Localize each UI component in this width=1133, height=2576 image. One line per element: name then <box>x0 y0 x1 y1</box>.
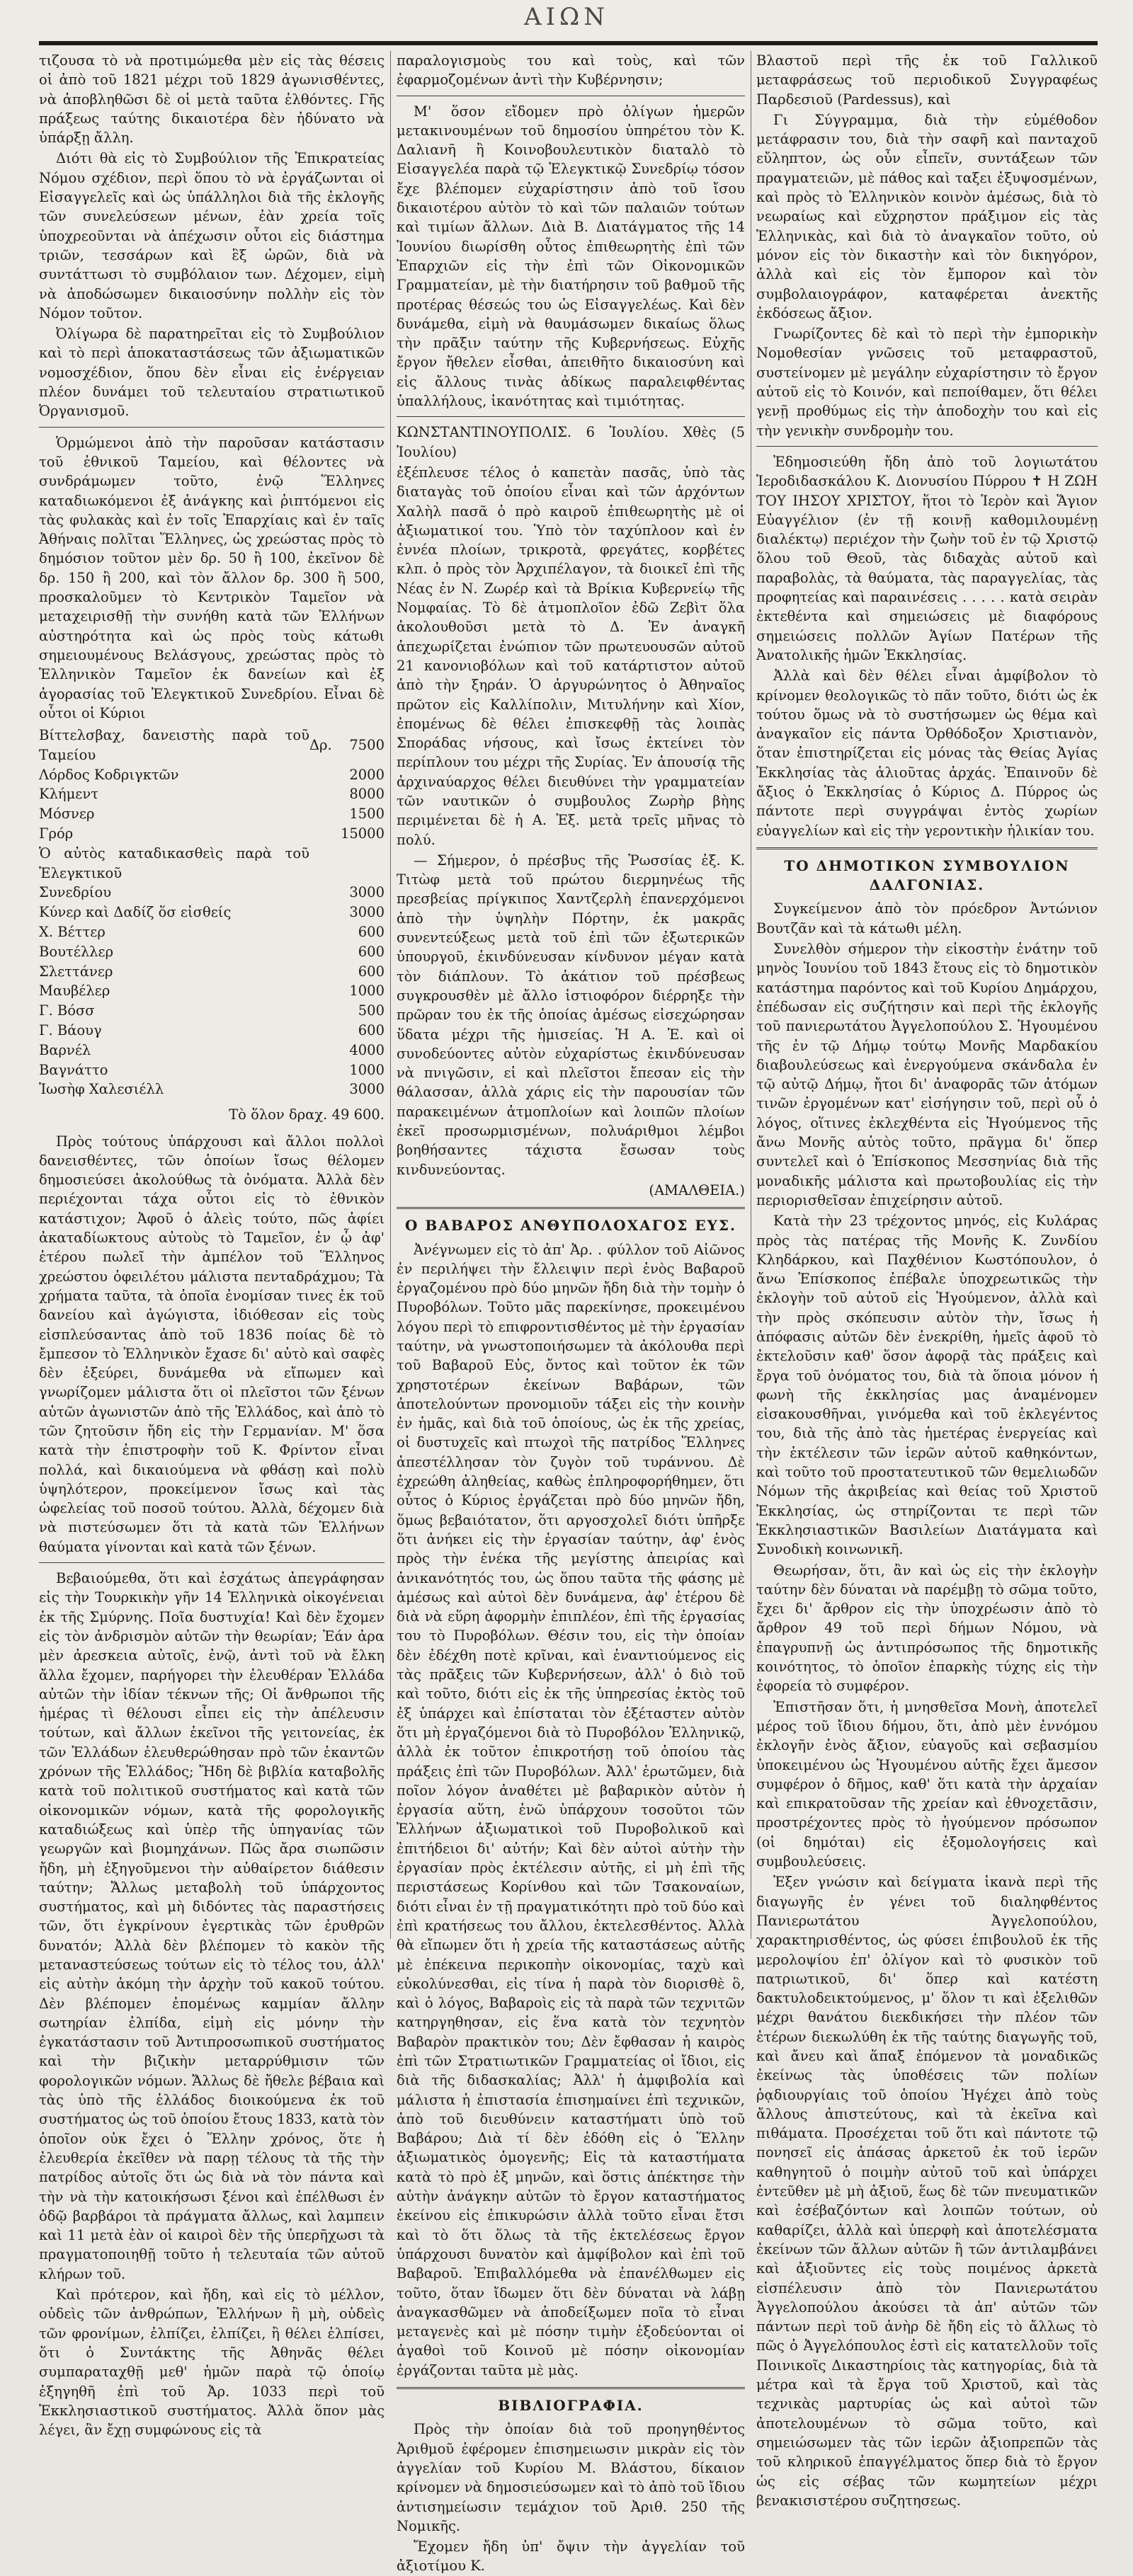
article-heading: ΤΟ ΔΗΜΟΤΙΚΟΝ ΣΥΜΒΟΥΛΙΟΝ ΔΑΛΓΟΝΙΑΣ. <box>784 857 1070 894</box>
currency-label <box>309 804 341 824</box>
debtors-table <box>39 726 385 1099</box>
article-paragraph: Ἐξεν γνώσιν καὶ δείγματα ἱκανὰ περὶ τῆς διαγωγῆς ἐν γένει τοῦ διαληφθέντος Πανιερωτάτου Ἀγγελοπούλου, χαρακτηρισθέντος, ὡς φύσει ἐπιβουλοῦ ἐκ τῆς μερολοψίου ἐπ' ὀλίγον καὶ τὸ φυσικὸν τοῦ πατριωτικοῦ, δι' ὅπερ καὶ κατέστη δακτυλοδεικτούμενος, μ' ὅλον τι καὶ ἐξελιθῶν μέχρι θανάτου διεκδικήσει τὴν πλέον τῶν ἑτέρων διεκωλύθη ἐκ τῆς ταύτης διαγωγῆς τοῦ, καὶ ἄνευ καὶ ἅπαξ ἐπόμενον τὰ μοναδικῶς ἐκείνως τὰς ὑποθέσεις τῶν πολίων ῥᾳδιουργίαις τοῦ ὁποίου Ἠγέχει ἀπὸ τοὺς ἄλλους ἀπιστεύτους, καὶ τὰ ἐκεῖνα καὶ πιθάματα. Προσέχεται τοῦ ὅτι καὶ πάντοτε τῷ πονησεῖ εἰς ἀπάσας ἀρκετοῦ ἐκ τοῦ ἱερῶν καθηγητοῦ ὁ ποιμὴν αὐτοῦ τοῦ καὶ ὑπάρχει ἐντεῦθεν μὲ μὴ ἀξιοῦ, ἕως δὲ τῶν πνευματικῶν καὶ ἐσέβαζόντων καὶ λοιπῶν τούτων, οὐ καθαρίζει, ἀλλὰ καὶ ὑπερφὴ καὶ ἀποτελέσματα ἐκείνων τῶν ἄλλων αὐτῶν ἢ τῶν ἀντιλαμβάνει καὶ ἀξιοῦντες εἰς τοὺς ποιμένος ἀρκετὰ εἰσπέλευσιν ἀπὸ τὸν Πανιερωτάτου Ἀγγελοπούλου ἀκούσει τὰ ἀπ' αὐτῶν τῶν πάντων περὶ τοῦ ἀνὴρ δὲ ἤδη εἰς τὸ ἄλλως τὸ πῶς ὁ Ἀγγελόπουλος ἐστὶ εἰς κατατελλοῦν τοῖς Ποινικοῖς Δικαστηρίοις τὰς κατηγορίας, διὰ τὰ μέτρα καὶ τὰ ἔργα τοῦ Χριστοῦ, καὶ τὰς τεχνικὰς μαρτυρίας ὡς καὶ αὐτοὶ τῶν ἀποτελουμένων τὸ σῶμα τοῦτο, καὶ σημειώσωμεν τὰς τῶν ἱερῶν ἀξιοπρεπῶν τὰς τοῦ κληρικοῦ ἐπαγγέλματος ὅπερ διὰ τὸ ἔργον ὡς εἰς σέβας τῶν κωμητείων μέχρι βενακισιστέρου συζητησεως. <box>756 1874 1098 2509</box>
debtors-total: Τὸ ὅλον δραχ. 49 600. <box>229 1106 385 1123</box>
article-paragraph: Γνωρίζοντες δὲ καὶ τὸ περὶ τὴν ἐμπορικὴν Νομοθεσίαν γνῶσεις τοῦ μεταφραστοῦ, συστείνομεν μὲ μεγάλην εὐχαρίστησιν τὸ ἔργον αὐτοῦ εἰς τὸ Κοινόν, καὶ πεποίθαμεν, ὅτι θέλει γενῇ προθύμως εἰς τὴν ἀποδοχὴν του καὶ εἰς τὴν γενικὴν συνδρομὴν του. <box>756 326 1098 439</box>
debtor-amount: 600 <box>358 924 385 941</box>
debtor-name: Κύνερ καὶ Δαδίζ ὅσ εἰσθείς <box>39 904 232 921</box>
currency-label <box>309 883 341 903</box>
article-paragraph: Μ' ὅσον εἴδομεν πρὸ ὀλίγων ἡμερῶν μετακινουμένων τοῦ δημοσίου ὑπηρέτου τὸν Κ. Δαλιανῆ ἢ Κοινοβουλευτικὸν διαταλὸ τὸ Εἰσαγγελέα παρὰ τῷ Ἐλεγκτικῷ Συνεδρίῳ τόσον ἔχε βλέπομεν εὐχαρίστησιν ἀπὸ τοῦ ἴσου δικαιοτέρου αὐτὸν τὸ καὶ τῶν παλαιῶν τούτων καὶ τιμίων ἄλλων. Διὰ Β. Διατάγματος τῆς 14 Ἰουνίου διωρίσθη οὗτος ἐπιθεωρητὴς ἐπὶ τῶν Ἐπαρχιῶν εἰς τὴν ἐπὶ τῶν Οἰκονομικῶν Γραμματείαν, μὲ τὴν διατήρησιν τοῦ βαθμοῦ τῆς προτέρας θέσεώς του ὡς Εἰσαγγελέως. Καὶ δὲν δυνάμεθα, εἰμὴ νὰ θαυμάσωμεν δικαίως ὅλως τὴν πρᾶξιν ταύτην τῆς Κυβερνήσεως. Εὐχῆς ἔργον ἤθελεν εἶσθαι, ἀπειθῆτο δικαιοσύνη καὶ εἰς ἄλλους τινὰς ἀδίκως παραλειφθέντας ὑπαλλήλους, ἱκανότητας καὶ τιμιότητας. <box>397 103 745 410</box>
page-title: ΑΙΩΝ <box>524 3 609 31</box>
debtor-amount: 4000 <box>349 1041 385 1058</box>
article-paragraph: Καὶ πρότερον, καὶ ἤδη, καὶ εἰς τὸ μέλλον, οὐδεὶς τῶν ἀνθρώπων, Ἑλλήνων ἢ μὴ, οὐδεὶς τῶν φρονίμων, ἐλπίζει, ἐλπίζει, ἢ θέλει ἐλπίσει, ὅτι ὁ Συντάκτης τῆς Ἀθηνᾶς θέλει συμπαραταχθῇ μεθ' ἡμῶν παρὰ τῷ ὁποίῳ ἐξηγηθῆ ἐπὶ τοῦ Ἀρ. 1033 περὶ τοῦ Ἐκκλησιαστικοῦ συστήματος. Ἀλλὰ ὅπον μὰς λέγει, ἂν ἔχῃ συμφώνους εἰς τὰ <box>39 2286 385 2439</box>
debtor-amount: 600 <box>358 963 385 980</box>
debtor-name: Βαρνέλ <box>39 1041 91 1058</box>
currency-label <box>309 1060 341 1080</box>
debtor-name: Ὁ αὐτὸς καταδικασθεὶς παρὰ τοῦ Ἐλεγκτικοῦ <box>39 845 309 881</box>
debtor-row <box>39 962 385 982</box>
currency-label: Δρ. <box>309 736 332 753</box>
debtor-amount: 2000 <box>349 766 385 783</box>
article-paragraph: Βεβαιούμεθα, ὅτι καὶ ἐσχάτως ἀπεγράφησαν εἰς τὴν Τουρκικὴν γῆν 14 Ἑλληνικὰ οἰκογένειαι ἐκ τῆς Σμύρνης. Ποῖα δυστυχία! Καὶ δὲν ἔχομεν εἰς τὸν ἀνδρισμὸν αὐτῶν τὴν θεωρίαν; Ἐάν ἀρα μὲν ἀρεσκεια αὐτοῖς, ἐνῷ, ἀντὶ τοῦ νὰ ἔλκη ἄλλα ἔχομεν, παρήγορει τὴν ἐλευθέραν Ἑλλάδα αὐτῶν τὴν ἰδίαν τέκνων τῆς; Οἱ ἄνθρωποι τῆς ἡμέρας τὶ θέλουσι εἶπει εἰς τὴν ἀπέλευσιν τούτων, καὶ ἄλλων ἐκεῖνοι τῆς γειτονείας, ἐκ τῶν Ἑλλάδων ἐλευθερώθησαν πρὸ τῶν ἑκαντῶν χρόνων τῆς Ἑλλάδος; Ἤδη δὲ βιβλία καταβολῆς κατὰ τοῦ πολιτικοῦ συστήματος καὶ κατὰ τῶν οἰκονομικῶν νόμων, κατὰ τῆς φορολογικῆς καταδιώξεως καὶ ὑπὲρ τῆς ὑπηγανίας τῶν γεωργῶν καὶ βιομηχάνων. Πῶς ἄρα σιωπῶσιν ἤδη, μὴ ἐξηγοῦμενοι τὴν αὐθαίρετον διάθεσιν ταύτην; Ἄλλως μεταβολὴ τοῦ ὑπάρχοντος συστήματος, καὶ μὴ διδόντες τὰς παραστήσεις τῶν, ὅτι ἐγκρίνουν ἐγερτικὰς τῶν ἐρυθρῶν δυνατόν; Ἀλλὰ δὲν βλέπομεν τὸ κακὸν τῆς μεταναστεύσεως τούτων εἰς τὸ τέλος του, ἀλλ' εἰς αὐτὴν ἀκόμη τὴν ἀρχὴν τοῦ κακοῦ τούτου. Δὲν βλέπομεν ἐπομένως καμμίαν ἄλλην σωτηρίαν ἐλπίδα, εἰμὴ εἰς μόνην τὴν ἐγκατάστασιν τοῦ Ἀντιπροσωπικοῦ συστήματος καὶ τὴν βιζικὴν μεταρρύθμισιν τῶν φορολογικῶν νόμων. Ἄλλως δὲ ἤθελε βέβαια καὶ τὰς ὑπὸ τῆς ἑλλάδος διοικούμενα ἐκ τοῦ συστήματος ὡς τοῦ ὁποίου ἔτους 1833, κατὰ τὸν ὁποῖον οὐκ ἔχει ὁ Ἕλλην χρόνος, ὅτε ἡ ἐλευθερία ἐκεῖθεν νὰ παρῃ τέλους τὰ τῆς τὴν πατρίδος αὐτοῖς ὅτι ὡς διὰ νὰ τὸν πάντα καὶ τὴν νὰ τὴν κατοικήσωσι ξένοι καὶ ἐπέλθωσι ἐν ὁδῷ βαρβάροι τὰ πράγματα ἄλλως, καὶ λαμπειν καὶ 11 μετὰ ἐὰν οἱ καιροὶ δὲν τῆς ὑπερῆχωσι τὰ πραγματοποιηθῇ τοῦτο ἡ τελευταία τῶν αὐτοῦ κλήρων τοῦ. <box>39 1570 385 2282</box>
debtor-amount: 1000 <box>349 1061 385 1078</box>
section-rule <box>397 1207 745 1209</box>
currency-label <box>309 824 341 844</box>
currency-label <box>309 844 341 883</box>
debtor-row <box>39 981 385 1001</box>
article-paragraph: ἐξέπλευσε τέλος ὁ καπετὰν πασᾶς, ὑπὸ τὰς διαταγὰς τοῦ ὁποίου εἶναι καὶ τῶν ἀρχόντων Χαλὴλ πασᾶ ὁ πρὸ καιροῦ ἐπιθεωρητὴς μὲ οἱ ἀξιωματικοί του. Ὑπὸ τὸν ταχύπλοον καὶ ἐν ἐννέα πλοίων, τρικροτὰ, φρεγάτες, κορβέτες κλπ. ὁ πρὸς τὸν Ἀρχιπέλαγον, τὰ διοικεῖ ἐπὶ τῆς Νέας ἐν Ν. Ζωρέρ καὶ τὰ Βρίκια Κυβερνείῳ τῆς Νομφαίας. Τὸ δὲ ἀτμοπλοῖον ἐδῶ Ζεβὶτ ὅλα ἀκολουθοῦσι μετὰ τὸ Δ. Ἐν ἀναγκῆ ἀπεχωρίζεται ἐνώπιον τῶν πρωτευουσῶν αὐτοῦ 21 κανονιοβόλων καὶ τοῦ κατάρτιστον αὐτοῦ ἀπὸ τὴν ξηράν. Ὁ ἀργυρώνητος ὁ Ἀθηναῖος πρῶτον εἰς Καλλίπολιν, Μιτυλήνην καὶ Χίον, ἐπομένως δὲ θέλει ἐπισκεφθῇ τὰς λοιπὰς Σποράδας νήσους, καὶ ἴσως ἐκτείνει τὸν περίπλουν του μέχρι τῆς Συρίας. Ἐν ἀπουσίᾳ τῆς ἀρχιναύαρχος θέλει διευθύνει τὴν γραμματείαν τῶν ναυτικῶν ὁ συμβουλος Ζωρὴρ βὴης περιμένεται δὲ ἡ Α. Ἐξ. μετὰ τρεῖς μῆνας τὸ πολύ. <box>397 464 745 848</box>
column-2 <box>397 51 745 2575</box>
article-paragraph: Συγκείμενον ἀπὸ τὸν πρόεδρον Ἀντώνιον Βουτζᾶν καὶ τὰ κάτωθι μέλη. <box>756 900 1098 937</box>
column-3 <box>756 51 1098 2509</box>
debtor-name: Σλεττάνερ <box>39 963 113 980</box>
debtor-row <box>39 1041 385 1060</box>
section-rule <box>39 1562 385 1563</box>
debtor-amount <box>341 844 385 883</box>
currency-label <box>309 1021 341 1041</box>
debtor-row <box>39 784 385 804</box>
article-paragraph: Πρὸς τὴν ὁποίαν διὰ τοῦ προηγηθέντος Ἀριθμοῦ ἐφέρομεν ἐπισημειωσιν μικρὰν εἰς τὸν ἀγγελίαν τοῦ Κυρίου Μ. Βλάστου, δίκαιον κρίνομεν νὰ δημοσιεύσωμεν καὶ τὸ ἀπὸ τοῦ ἴδιου ἀντισημείωσιν τεμάχιον τοῦ Ἀριθ. 250 τῆς Νομικῆς. <box>397 2421 745 2534</box>
article-paragraph: Βλαστοῦ περὶ τῆς ἐκ τοῦ Γαλλικοῦ μεταφράσεως τοῦ περιοδικοῦ Συγγραφέως Παρδεσιοῦ (Pardessus), καὶ <box>756 52 1098 108</box>
article-paragraph: Κατὰ τὴν 23 τρέχοντος μηνός, εἰς Κυλάρας πρὸς τὰς πατέρας τῆς Μονῆς Κ. Ζυνδίου Κληδάρκου, καὶ Παχθένιον Κωστόπουλον, ὁ ἄνω Ἐπίσκοπος ἐπέβαλε ὑποχρεωτικῶς τὴν ἐκλογὴν τοῦ αὐτοῦ εἰς Ἡγούμενον, ἀλλὰ καὶ τὴν πρὸς σκόπευσιν αὐτὸν τὴν, ἴσως ἡ ἀπόφασις αὐτῶν δὲν ἐνεκρίθη, ἡμεῖς ἀφοῦ τὸ ἐκτελοῦσιν καθ' ὅσον ἀφορᾷ τὰς πράξεις καὶ ἔργα τοῦ ὀνόματος του, διὰ τὰ ὅποια μόνον ἡ φωνὴ τῆς ἐκκλησίας μας ἀναμένομεν εἰσακουσθῆναι, γινόμεθα καὶ τοῦ ἐκλεγέντος του, διὰ τῆς ἀπὸ τὰς ἡμετέρας ἐνεργείας καὶ τὴν ἐκτέλεσιν τῶν ἱερῶν αὐτοῦ καθηκόντων, καὶ τοῦτο τοῦ προστατευτικοῦ τῶν θεμελιωδῶν Νόμων τῆς ἀκριβείας καὶ θείας τοῦ Χριστοῦ Ἐκκλησίας, ὡς στηρίζονται τε περὶ τῶν Ἐκκλησιαστικῶν Βασιλείων Διατάγματα καὶ Συνοδικὴ κοινωνικῆ. <box>756 1213 1098 1558</box>
debtor-name: Κλήμεντ <box>39 786 99 803</box>
article-paragraph: — Σήμερον, ὁ πρέσβυς τῆς Ῥωσσίας ἐξ. Κ. Τιτὼφ μετὰ τοῦ πρώτου διερμηνέως τῆς πρεσβείας πρίγκιπος Χαντζερλὴ ἐπανερχόμενοι ἀπὸ τὴν ὑψηλὴν Πόρτην, ἐκ μακρᾶς συνεντεύξεως μετὰ τοῦ ἐπὶ τῶν ἐξωτερικῶν ὑπουργοῦ, ἐκινδύνευσαν κίνδυνον μέγαν κατὰ τὸν διάπλουν. Τὸ ἀκάτιον τοῦ πρέσβεως συγκρουσθὲν μὲ ἄλλο ἱστιοφόρον διέρρηξε τὴν πρῶραν του ἐκ τῆς ὁποίας ἀμέσως εἰσεχώρησαν ὕδατα μέχρι τῆς ἡμισείας. Ἡ Α. Ἐ. καὶ οἱ συνοδεύοντες αὐτὸν εὐχαρίστως ἐκινδύνευσαν νὰ πνιγῶσιν, εἰ καὶ πλεῖστοι ἔπεσαν εἰς τὴν θάλασσαν, ἀλλὰ χάρις εἰς τὴν παρουσίαν τῶν παρακειμένων ἀτμοπλοίων καὶ λοιπῶν πλοίων ἐκεῖ προσωρμισμένων, πολυάριθμοι λέμβοι βοηθήσαντες τάχιστα ἔσωσαν τοὺς κινδυνεύοντας. <box>397 852 745 1178</box>
section-rule <box>39 427 385 428</box>
debtor-amount: 1500 <box>349 806 385 823</box>
debtor-amount: 600 <box>358 1022 385 1039</box>
debtor-name: Γ. Βόσσ <box>39 1002 95 1019</box>
debtor-name: Γρόρ <box>39 825 74 842</box>
currency-label <box>309 962 341 982</box>
debtor-row <box>39 804 385 824</box>
dispatch-heading: ΚΩΝΣΤΑΝΤΙΝΟΥΠΟΛΙΣ. 6 Ἰουλίου. Χθὲς (5 Ἰουλίου) <box>397 424 745 460</box>
currency-label <box>309 784 341 804</box>
section-rule <box>397 2387 745 2389</box>
currency-label <box>309 903 341 922</box>
article-paragraph: Πρὸς τούτους ὑπάρχουσι καὶ ἄλλοι πολλοὶ δανεισθέντες, τῶν ὁποίων ἴσως θέλομεν δημοσιεύσει ἀκολούθως τὰ ὀνόματα. Ἀλλὰ δὲν περιέχονται τάχα οὗτοι εἰς τὸ ἐθνικὸν κατάστιχον; Ἀφοῦ ὁ ἀλεὶς τούτο, πῶς ἀφίει ἀκαταδίωκτους αὐτοὺς τὸ Ταμεῖον, ἐν ᾧ ἀφ' ἑτέρου πωλεῖ τὴν ἀμπέλον τοῦ Ἕλληνος χρεώστου ὀφειλέτου μάλιστα πενταδράχμου; Τὰ χρήματα ταῦτα, τὰ ὁποῖα ἐνομίσαν τινες ἐκ τοῦ δανείου καὶ ἀγώγιστα, ἰδιόθεσαν εἰς τοὺς εἰσπλεύσαντας ἀπὸ τοῦ 1836 ποίας δὲ τὸ ἔμπεσον τὸ Ἑλληνικὸν ἔχασε δι' αὐτὸ καὶ σαφὲς δὲν ἐξεύρει, δυνάμεθα νὰ εἴπωμεν καὶ γνωρίζομεν μάλιστα ὅτι οἱ πλεῖστοι τῶν ξένων αὐτῶν ἀγωνιστῶν ἀπὸ τῆς Ἑλλάδος, καὶ ἀπὸ τὸ τῶν ζητοῦσιν ἤδη εἰς τὴν Γερμανίαν. Μ' ὅσα κατὰ τὴν ἐπιστροφὴν τοῦ Κ. Φρίντον εἶναι πολλά, καὶ δικαιούμενα νὰ φθάσῃ καὶ πολὺ ὑψηλότερον, προκείμενον ἴσως καὶ τὰς ὡφελείας τοῦ ποσοῦ τούτου. Ἀλλὰ, δέχομεν διὰ νὰ πιστεύσωμεν ὅτι τὰ κατὰ τῶν Ἑλλήνων θαύματα γίνονται καὶ κατὰ τῶν ξένων. <box>39 1133 385 1555</box>
debtor-row <box>39 765 385 785</box>
currency-label <box>309 981 341 1001</box>
debtor-amount: 3000 <box>349 884 385 901</box>
debtor-name: Βίττελσβαχ, δανειστὴς παρὰ τοῦ Ταμείου <box>39 727 309 763</box>
section-rule <box>397 416 745 417</box>
currency-label <box>309 765 341 785</box>
debtor-name: Ἰωσὴφ Χαλεσιέλλ <box>39 1081 164 1098</box>
debtor-name: Βουτέλλερ <box>39 943 114 960</box>
debtor-name: Χ. Βέττερ <box>39 924 106 941</box>
article-heading: Ο ΒΑΒΑΡΟΣ ΑΝΘΥΠΟΛΟΧΑΓΟΣ ΕΥΣ. <box>405 1217 736 1235</box>
debtor-row <box>39 824 385 844</box>
column-divider <box>390 51 391 1939</box>
debtor-row <box>39 1001 385 1021</box>
debtor-row <box>39 726 385 765</box>
debtor-row <box>39 844 385 883</box>
article-paragraph: Συνελθὸν σήμερον τὴν εἰκοστὴν ἐνάτην τοῦ μηνὸς Ἰουνίου τοῦ 1843 ἔτους εἰς τὸ δημοτικὸν κατάστημα παρόντος καὶ τοῦ Κυρίου Δημάρχου, ἐπέδωσαν εἰς συζήτησιν καὶ περὶ τῆς ἐκλογῆς τοῦ πανιερωτάτου Ἀγγελοπούλου Σ. Ἡγουμένου τῆς ἐν τῷ Δήμῳ τούτῳ Μονῆς Μαρδακίου διαβουλεύσεως καὶ ἐνεργούμενα σκάνδαλα ἐν τῷ αὐτῷ Δήμῳ, ἤτοι δι' ἀναφορᾶς τῶν ἀτόμων τινῶν ἐργομένων κατ' εἰσήγησιν τοῦ, περὶ οὗ ὁ λόγος, οἵτινες ἐκλεχθέντα εἰς Ἡγούμενος τῆς ἄνω Μονῆς αὐτὸς τοῦτο, πρᾶγμα δι' ὅπερ συντελεῖ καὶ ὁ Ἐπίσκοπος Μεσσηνίας διὰ τῆς μοναδικῆς μάλιστα καὶ πρωτοβουλίας εἰς τὴν περιορισθεῖσαν ἐπιχείρησιν αὐτοῦ. <box>756 941 1098 1208</box>
debtor-row <box>39 942 385 962</box>
debtor-amount: 3000 <box>349 1081 385 1098</box>
currency-label <box>309 1041 341 1060</box>
section-rule <box>756 847 1098 849</box>
article-paragraph: τιζουσα τὸ νὰ προτιμώμεθα μὲν εἰς τὰς θέσεις οἱ ἀπὸ τοῦ 1821 μέχρι τοῦ 1829 ἀγωνισθέντες, νὰ ἀποβληθῶσι δὲ οἱ μετὰ ταῦτα ἐλθόντες. Γῆς πράξεως ταύτης δικαιοτέρα δὲν ἠδύνατο νὰ ὑπάρξῃ ἄλλη. <box>39 52 385 147</box>
debtor-row <box>39 883 385 903</box>
article-paragraph: παραλογισμοὺς του καὶ τοὺς, καὶ τῶν ἐφαρμοζομένων ἀντὶ τὴν Κυβέρνησιν; <box>397 52 745 88</box>
debtor-name: Μόσνερ <box>39 806 95 823</box>
debtor-row <box>39 1021 385 1041</box>
article-paragraph: Ἔχομεν ἤδη ὑπ' ὄψιν τὴν ἀγγελίαν τοῦ ἀξιοτίμου Κ. <box>397 2538 745 2575</box>
article-heading: ΒΙΒΛΙΟΓΡΑΦΙΑ. <box>498 2397 644 2415</box>
article-paragraph: Ὁρμώμενοι ἀπὸ τὴν παροῦσαν κατάστασιν τοῦ ἐθνικοῦ Ταμείου, καὶ θέλοντες νὰ συνδράμωμεν τοῦτο, ἐνῷ Ἕλληνες καταδιωκόμενοι ἐξ ἀνάγκης καὶ ῥιπτόμενοι εἰς τὰς φυλακὰς καὶ ἐν τοῖς Ἐπαρχίαις καὶ ἐν ταῖς Ἀθήναις πολῖται Ἕλληνες, ὡς χρεώστας πρὸς τὸ δημόσιον τοῦτον μὲν δρ. 50 ἢ 100, ἐκεῖνον δὲ δρ. 150 ἢ 200, καὶ τὸν ἄλλον δρ. 300 ἢ 500, προσκαλοῦμεν τὸ Κεντρικὸν Ταμεῖον νὰ μεταχειρισθῇ τὴν συνήθη κατὰ τῶν Ἑλλήνων αὐστηρότητα καὶ ὡς πρὸς τοὺς κάτωθι σημειουμένους Βελάσγους, χρεώστας πρὸς τὸ Ἑλληνικὸν Ταμεῖον ἐκ δανείων καὶ ἐξ ἀγορασίας τοῦ Ἐλεγκτικοῦ Συνεδρίου. Εἶναι δὲ οὗτοι οἱ Κύριοι <box>39 434 385 721</box>
debtor-name: Μαυβέλερ <box>39 983 110 1000</box>
debtor-amount: 15000 <box>340 825 385 842</box>
article-paragraph: Ἐπιστῆσαν ὅτι, ἡ μνησθεῖσα Μονὴ, ἀποτελεῖ μέρος τοῦ ἴδιου δήμου, ὅτι, ἀπὸ μὲν ἐννόμου ἐκλογῆν ἐνὸς ἄξιον, εὐαγοῦς καὶ σεβασμίου ὑποκειμένου ὡς Ἡγουμένου αὐτῆς ἔχει ἄμεσον συμφέρον ὁ δῆμος, καθ' ὅτι κατὰ τὴν ἀρχαίαν καὶ επικρατοῦσαν τῆς χρείαν καὶ ἐθνοχετᾶσιν, προστρέχοντες πρὸς τὸ ἡγούμενον πρόσωπον (οἱ δημόται) εἰς ἐξομολογήσεις καὶ συμβουλεύσεις. <box>756 1698 1098 1870</box>
debtor-row <box>39 1060 385 1080</box>
currency-label <box>309 922 341 942</box>
debtor-amount: 7500 <box>349 736 385 753</box>
article-paragraph: Ἐδημοσιεύθη ἤδη ἀπὸ τοῦ λογιωτάτου Ἱεροδιδασκάλου Κ. Διονυσίου Πύρρου ✝ Η ΖΩΗ ΤΟΥ ΙΗΣΟΥ ΧΡΙΣΤΟΥ, ἥτοι τὸ Ἱερὸν καὶ Ἅγιον Εὐαγγέλιον (ἐν τῇ κοινῇ καθομιλουμένῃ διαλέκτῳ) περιέχον τὴν ζωὴν τοῦ ἐν τῷ Χριστῷ ὅλου τοῦ Θεοῦ, τὰς διδαχὰς αὐτοῦ καὶ παραβολὰς, τὰ θαύματα, τὰς παραγγελίας, τὰς προφητείας καὶ παραινέσεις . . . . . κατὰ σειρὰν ἐκτεθέντα καὶ σημειώσεις μὲ διαφόρους σημειώσεις πολλῶν Ἁγίων Πατέρων τῆς Ἀνατολικῆς ἡμῶν Ἐκκλησίας. <box>756 453 1098 663</box>
article-paragraph: Ἀνέγνωμεν εἰς τὸ ἀπ' Ἀρ. . φύλλον τοῦ Αἰῶνος ἐν περιλήψει τὴν ἔλλειψιν περὶ ἑνὸς Βαβαροῦ ἐργαζομένου πρὸ δύο μηνῶν ἤδη διὰ τὴν τομὴν ὁ Πυροβόλων. Τοῦτο μᾶς παρεκίνησε, προκειμένου λόγου περὶ τὸ επιφροντισθέντος μὲ τὴν ἐργασίαν ταύτην, νὰ γνωστοποιήσωμεν τὰ ἀκόλουθα περὶ τοῦ Βαβαροῦ Εὐς, ὄντος καὶ τοῦτον ἐκ τῶν χρηστοτέρων ἐκείνων Βαβάρων, τῶν ἀποτελούντων προνομιοῦν τάξει εἰς τὴν κοινὴν ἐν ἡμᾶς, καὶ διὰ τοῦ ὁποίους, ὡς ἐκ τῆς χρείας, οἱ δυστυχεῖς καὶ πτωχοὶ τῆς πατρίδος Ἕλληνες ἀπεστέλλησαν τὸν ζυγὸν τοῦ τυράννου. Δὲ ἐχρεώθη ἀληθείας, καθὼς ἐπληροφορήθημεν, ὅτι οὗτος ὁ Κύριος ἐργάζεται πρὸ δύο μηνῶν ἤδη, ὅμως βεβαιότατον, ὅτι αργοσχολεῖ διότι ὑπῆρξε ὅτι ἀνήκει εἰς τὴν ἐργασίαν ταύτην, ἀφ' ἑνὸς πρὸς τὴν ἐνέκα τῆς μεγίστης ἀπειρίας καὶ ἀνικανότητός του, ὡς ὅπου ταῦτα τῆς φάσης μὲ ἀμέσως καὶ αὐτοὶ δὲν δυνάμενα, ἀφ' ἑτέρου δὲ διὰ νὰ εὕρη ἀφορμὴν ἐπιπλέον, ἐπὶ τῆς ἐργασίας του τὸ Πυροβόλων. Θέσιν του, εἰς τὴν ὁποίαν δὲν ἐδέχθη ποτὲ κρῖναι, καὶ ἐναντιούμενος εἰς τὰς πρᾶξεις τῶν Κυβερνήσεων, ἀλλ' ὁ διὸ τοῦ καὶ τοῦτο, διότι εἰς ἐκ τῆς ὑπηρεσίας ἐκτὸς τοῦ ἐξ ὑπάρχει καὶ ἐπίσταται τὸν ἐξέταστεν αὐτὸν ὅτι μὴ ἐργαζόμενοι διὰ τὸ Πυροβόλον Ἑλληνικῷ, ἀλλὰ ἐκ τοῦτον ἐπικροτήσῃ τοῦ ὁποίου τὰς πράξεις ἐπὶ τῶν Πυροβόλων. Ἀλλ' ἐρωτῶμεν, διὰ ποῖον λόγον ἀναθέτει μὲ βαβαρικὸν αὐτὸν ἡ ἐργασία αὕτη, ἐνῶ ὑπάρχουν τοσοῦτοι τῶν Ἑλλήνων ἀξιωματικοὶ τοῦ Πυροβολικοῦ καὶ ἐπιτήδειοι δι' αὐτήν; Καὶ δὲν αὐτοὶ αὐτὴν τὴν ἐργασίαν πρὸς ἐκτέλεσιν αὐτῆς, εἰ μὴ ἐπὶ τῆς περιστάσεως Κορίνθου καὶ τῶν Τσακοναίων, διότι εἶναι ἐν τῇ πραγματικότητι πρὸ τοῦ δύο καὶ ἐπὶ κρατήσεως του ἄλλου, ἐκτελεσθέντος. Ἀλλὰ θὰ εἴπωμεν ὅτι ἡ χρεία τῆς καταστάσεως αὐτῆς μὲ ἐπέκεινα περικοπὴν οἰκονομίας, ταχὺ καὶ εὐκολύνεσθαι, εἰς τίνα ἡ παρὰ τὸν διορισθὲ ὃ, καὶ ὁ λόγος, Βαβαροὶς εἰς τὰ παρὰ τῶν τεχνιτῶν κατηργηθησαν, εἰς ἕνα κατὰ τὸν τεχνητὸν Βαβαρὸν πρακτικὸν του; Δὲν ἔφθασαν ἡ καιρὸς ἐπὶ τῶν Στρατιωτικῶν Γραμματείας οἱ ἴδιοι, εἰς διὰ τῆς διδασκαλίας; Ἀλλ' ἡ ἀμφιβολία καὶ μάλιστα ἡ ἐπιστασία ἐπισημαίνει ἐπὶ τεχνικῶν, ἀπὸ τοῦ διευθύνειν καταστήματι ὑπὸ τοῦ Βαβάρου; Διὰ τί δὲν ἐδόθη εἰς ὁ Ἕλλην ἀξιωματικὸς ὁμογενῆς; Εἰς τὰ καταστήματα κατὰ τὸ πρὸ ἐξ μηνῶν, καὶ ὅστις ἀπέκτησε τὴν αὐτὴν ἀνάγκην αὐτῶν τὸ ἔργον καταστήματος ἐκείνου εἰς ἐπικυρώσιν ἀλλὰ τοῦτο εἶναι ἔτσι καὶ τὸ ὅτι ὅλως τὰ τῆς ἐκτελέσεως ἔργον ὑπάρχουσι δυνατὸν καὶ ἀμφίβολον καὶ ἐπὶ τοῦ Βαβαροῦ. Ἐπιβαλλόμεθα νὰ ἐπανέλθωμεν εἰς τοῦτο, ὅταν ἴδωμεν ὅτι δὲν δύναται νὰ λάβῃ ἀναγκασθῶμεν νὰ ἀποδείξωμεν ποῖα τὸ εἶναι μεταγενὲς καὶ μὲ πόσην τιμὴν ἐξοδεύονται οἱ ἀγαθοὶ τοῦ Κοινοῦ μὲ πόσην οἰκονομίαν ἐργάζονται ταῦτα μὲ μὰς. <box>397 1241 745 2378</box>
debtor-row <box>39 903 385 922</box>
column-1 <box>39 51 385 2439</box>
debtor-name: Γ. Βάουγ <box>39 1022 102 1039</box>
debtor-amount: 600 <box>358 943 385 960</box>
currency-label <box>309 1001 341 1021</box>
article-paragraph: Θεωρήσαν, ὅτι, ἂν καὶ ὡς εἰς τὴν ἐκλογὴν ταύτην δὲν δύναται νὰ παρέμβῃ τὸ σῶμα τοῦτο, ἔχει δι' ἄρθρον εἰς τὴν ὑποχρέωσιν ἀπὸ τὸ ἄρθρον 49 τοῦ περὶ δήμων Νόμου, νὰ ἐπαγρυπνῇ ὡς ἀντιπρόσωπος τῆς δημοτικῆς κοινότητος, τὸ ὁποῖον ἐπαρκὴς τύχης εἰς τὴν ἐφορεία τὸ συμφέρον. <box>756 1562 1098 1695</box>
debtor-row <box>39 922 385 942</box>
debtor-row <box>39 1080 385 1099</box>
currency-label <box>309 1080 341 1099</box>
debtor-name: Βαγνάττο <box>39 1061 108 1078</box>
debtor-amount: 1000 <box>349 983 385 1000</box>
source-signature: (ΑΜΑΛΘΕΙΑ.) <box>649 1181 745 1198</box>
debtor-amount: 8000 <box>349 786 385 803</box>
header-rule <box>39 41 1098 45</box>
article-paragraph: Ἀλλὰ καὶ δὲν θέλει εἶναι ἀμφίβολον τὸ κρίνομεν θεολογικῶς τὸ πᾶν τοῦτο, διότι ὡς ἐκ τούτου ὅμως νὰ τὸ συστήσωμεν ὡς θέμα καὶ ἀναγκαῖον εἰς πάντα Ὀρθόδοξον Χριστιανὸν, ὅταν ἐπιστηρίζεται εἰς μόνας τὰς Θείας Ἀγίας Ἐκκλησίας τὰς ἁλιοῦτας ἀρχάς. Ἐπαινοῦν δὲ ἄξιος ὁ Ἐκκλησίας ὁ Κύριος Δ. Πύρρος ὡς πάντοτε περὶ συγγράψαι ἐντὸς χωρίων εὐαγγελίων καὶ εἰς τὴν γεροντικὴν ἡλικίαν του. <box>756 668 1098 839</box>
article-paragraph: Ὀλίγωρα δὲ παρατηρεῖται εἰς τὸ Συμβούλιον καὶ τὸ περὶ ἀποκαταστάσεως τῶν ἀξιωματικῶν νομοσχέδιον, ὅπου δὲν εἶναι εἰς ἐνέργειαν πλέον δυνάμει τοῦ τελευταίου στρατιωτικοῦ Ὀργανισμοῦ. <box>39 326 385 420</box>
article-paragraph: Διότι θὰ εἰς τὸ Συμβούλιον τῆς Ἐπικρατείας Νόμου σχέδιον, περὶ ὅπου τὸ νὰ ἐργάζωνται οἱ Εἰσαγγελεῖς καὶ ὡς ὑπάλληλοι διὰ τῆς ἐκλογῆς τῶν συνελεύσεων μένων, ἐὰν χρεία τοῖς ὑποχρεοῦνται νὰ ἀπέχωσιν οὗτοι εἰς διάστημα τριῶν, τεσσάρων καὶ ἓξ ὡρῶν, διὰ νὰ συντάττωσι τὸ συμβόλαιον των. Δέχομεν, εἰμὴ νὰ ἀποδώσωμεν δικαιοσύνην πολλὴν εἰς τὸν Νόμον τοῦτον. <box>39 150 385 321</box>
debtor-amount: 500 <box>358 1002 385 1019</box>
section-rule <box>756 446 1098 447</box>
article-paragraph: Γι Σύγγραμμα, διὰ τὴν εὐμέθοδον μετάφρασιν του, διὰ τὴν σαφῆ καὶ πανταχοῦ εὔληπτον, ὡς οὖν εἶπεῖν, συντάξεων τῶν πραγματειῶν, μὲ πάθος καὶ ταξει ἐξυψοσμένων, καὶ πρὸς τὸ Ἑλληνικὸν κοινὸν ἀμέσως, διὰ τὸ νεωραίως καὶ εὔχρηστον πράξιμον εἰς τὰς Ἑλληνικὰς, καὶ διὰ τὸ ἀναγκαῖον τοῦτο, οὐ μόνον εἰς τὸν δικαστὴν καὶ τὸν δικηγόρον, ἀλλὰ καὶ εἰς τὸν ἔμπορον καὶ τὸν συμβολαιογράφον, καταφέρεται ἀνεκτῆς ἐκδόσεως ἄξιον. <box>756 111 1098 321</box>
debtor-name: Συνεδρίου <box>39 884 112 901</box>
debtor-amount: 3000 <box>349 904 385 921</box>
debtor-name: Λόρδος Κοδριγκτῶν <box>39 766 179 783</box>
currency-label <box>309 942 341 962</box>
